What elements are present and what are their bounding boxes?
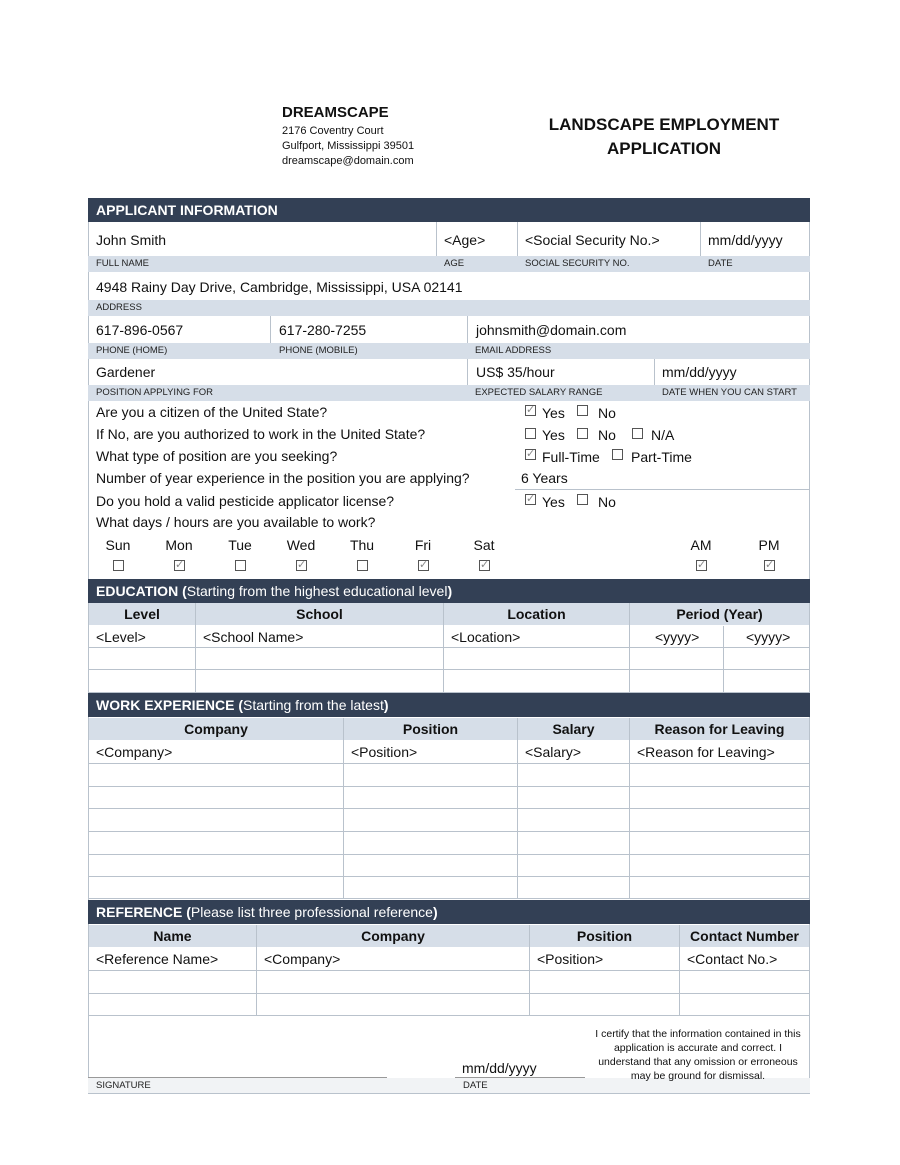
question-position-type: What type of position are you seeking? xyxy=(96,448,338,464)
citizen-yes-label: Yes xyxy=(542,405,565,421)
time-am: AM xyxy=(690,537,712,553)
company-city: Gulfport, Mississippi 39501 xyxy=(282,140,415,152)
col-line xyxy=(517,718,518,899)
work-company-field[interactable]: <Company> xyxy=(96,744,173,760)
work-reason-field[interactable]: <Reason for Leaving> xyxy=(637,744,775,760)
full-name-field[interactable]: John Smith xyxy=(96,232,167,248)
experience-field[interactable]: 6 Years xyxy=(521,470,568,486)
full-time-label: Full-Time xyxy=(542,449,600,465)
phone-mobile-label: PHONE (MOBILE) xyxy=(279,345,358,356)
authorized-no-checkbox[interactable] xyxy=(577,428,588,439)
position-label: POSITION APPLYING FOR xyxy=(96,387,214,398)
question-availability: What days / hours are you available to work? xyxy=(96,514,376,530)
check-icon: ✓ xyxy=(526,493,536,505)
edu-level-field[interactable]: <Level> xyxy=(96,629,146,645)
divider xyxy=(515,489,810,490)
am-checkbox[interactable] xyxy=(696,560,707,571)
license-yes-label: Yes xyxy=(542,494,565,510)
license-no-checkbox[interactable] xyxy=(577,494,588,505)
ref-name-field[interactable]: <Reference Name> xyxy=(96,951,219,967)
ssn-label: SOCIAL SECURITY NO. xyxy=(525,258,630,269)
col-line xyxy=(343,718,344,899)
form-title xyxy=(534,113,794,161)
date-label: DATE xyxy=(463,1080,488,1091)
citizen-no-label: No xyxy=(598,405,616,421)
full-time-checkbox[interactable] xyxy=(525,449,536,460)
sun-checkbox[interactable] xyxy=(113,560,124,571)
edu-col-period: Period (Year) xyxy=(630,603,809,625)
company-street: 2176 Coventry Court xyxy=(282,125,384,137)
signature-field[interactable] xyxy=(89,1037,386,1077)
row-line xyxy=(88,876,810,877)
edu-col-school: School xyxy=(196,603,443,625)
reference-header-title: REFERENCE ( xyxy=(96,904,191,920)
row-line xyxy=(88,647,810,648)
day-mon: Mon xyxy=(165,537,193,553)
education-header-close: ) xyxy=(447,583,453,599)
col-line xyxy=(195,603,196,692)
ref-position-field[interactable]: <Position> xyxy=(537,951,604,967)
check-icon: ✓ xyxy=(297,559,307,571)
row-line xyxy=(88,970,810,971)
full-name-label: FULL NAME xyxy=(96,258,149,269)
ref-col-name: Name xyxy=(153,928,192,944)
signature-date-field[interactable]: mm/dd/yyyy xyxy=(462,1060,537,1076)
work-header-title: WORK EXPERIENCE ( xyxy=(96,697,244,713)
form-title-line2: APPLICATION xyxy=(607,139,721,158)
check-icon: ✓ xyxy=(765,559,775,571)
divider xyxy=(700,222,701,256)
form-border-right xyxy=(809,198,810,1093)
sat-checkbox[interactable] xyxy=(479,560,490,571)
edu-col-level: Level xyxy=(89,603,195,625)
cert-line: understand that any omission or erroneous xyxy=(598,1056,798,1068)
education-section-header xyxy=(88,579,810,603)
question-citizen: Are you a citizen of the United State? xyxy=(96,404,328,420)
row-line xyxy=(88,1015,810,1016)
ssn-field[interactable]: <Social Security No.> xyxy=(525,232,660,248)
day-sat: Sat xyxy=(473,537,495,553)
email-label: EMAIL ADDRESS xyxy=(475,345,552,356)
day-wed: Wed xyxy=(286,537,316,553)
license-no-label: No xyxy=(598,494,616,510)
company-name: DREAMSCAPE xyxy=(282,104,389,121)
day-tue: Tue xyxy=(228,537,252,553)
row-line xyxy=(88,669,810,670)
day-fri: Fri xyxy=(414,537,432,553)
col-line xyxy=(443,603,444,692)
date-label: DATE xyxy=(708,258,733,269)
salary-label: EXPECTED SALARY RANGE xyxy=(475,387,603,398)
label-row-4 xyxy=(88,385,810,401)
edu-school-field[interactable]: <School Name> xyxy=(203,629,304,645)
certification-text xyxy=(588,1027,808,1083)
ref-company-field[interactable]: <Company> xyxy=(264,951,341,967)
check-icon: ✓ xyxy=(526,404,536,416)
col-line xyxy=(629,603,630,692)
divider xyxy=(436,222,437,256)
check-icon: ✓ xyxy=(697,559,707,571)
pm-checkbox[interactable] xyxy=(764,560,775,571)
col-line xyxy=(629,718,630,899)
form-title-line1: LANDSCAPE EMPLOYMENT xyxy=(548,115,780,134)
col-line xyxy=(679,925,680,1015)
reference-header-sub: Please list three professional reference xyxy=(190,904,433,920)
age-field[interactable]: <Age> xyxy=(444,232,486,248)
edu-location-field[interactable]: <Location> xyxy=(451,629,521,645)
edu-end-year-field[interactable]: <yyyy> xyxy=(746,629,791,645)
work-col-salary: Salary xyxy=(552,721,595,737)
day-thu: Thu xyxy=(349,537,375,553)
col-line xyxy=(256,925,257,1015)
citizen-yes-checkbox[interactable] xyxy=(525,405,536,416)
row-line xyxy=(88,763,810,764)
divider xyxy=(467,316,468,343)
thu-checkbox[interactable] xyxy=(357,560,368,571)
cert-line: I certify that the information contained in this xyxy=(595,1028,801,1040)
check-icon: ✓ xyxy=(526,448,536,460)
wed-checkbox[interactable] xyxy=(296,560,307,571)
row-line xyxy=(88,786,810,787)
company-email: dreamscape@domain.com xyxy=(282,155,414,167)
divider xyxy=(517,222,518,256)
salary-field[interactable]: US$ 35/hour xyxy=(476,364,555,380)
bottom-line xyxy=(88,1093,810,1094)
citizen-no-checkbox[interactable] xyxy=(577,405,588,416)
day-sun: Sun xyxy=(105,537,131,553)
row-line xyxy=(88,831,810,832)
authorized-na-label: N/A xyxy=(651,427,675,443)
label-row-1 xyxy=(88,256,810,272)
part-time-label: Part-Time xyxy=(631,449,692,465)
authorized-na-checkbox[interactable] xyxy=(632,428,643,439)
start-date-label: DATE WHEN YOU CAN START xyxy=(662,387,797,398)
address-field[interactable]: 4948 Rainy Day Drive, Cambridge, Mississippi, USA 02141 xyxy=(96,279,463,295)
divider xyxy=(467,359,468,385)
start-date-field[interactable]: mm/dd/yyyy xyxy=(662,364,737,380)
position-field[interactable]: Gardener xyxy=(96,364,156,380)
phone-mobile-field[interactable]: 617-280-7255 xyxy=(279,322,367,338)
work-header-close: ) xyxy=(383,697,389,713)
check-icon: ✓ xyxy=(480,559,490,571)
edu-start-year-field[interactable]: <yyyy> xyxy=(655,629,700,645)
row-line xyxy=(88,854,810,855)
work-col-position: Position xyxy=(402,721,459,737)
cert-line: application is accurate and correct. I xyxy=(613,1042,783,1054)
authorized-yes-checkbox[interactable] xyxy=(525,428,536,439)
applicant-section-header: APPLICANT INFORMATION xyxy=(88,198,810,222)
label-row-3 xyxy=(88,343,810,359)
work-position-field[interactable]: <Position> xyxy=(351,744,418,760)
row-line xyxy=(88,898,810,899)
work-section-header xyxy=(88,693,810,717)
question-authorized: If No, are you authorized to work in the United State? xyxy=(96,426,426,442)
col-line xyxy=(723,626,724,692)
edu-col-location: Location xyxy=(444,603,629,625)
part-time-checkbox[interactable] xyxy=(612,449,623,460)
education-header-title: EDUCATION ( xyxy=(96,583,187,599)
check-icon: ✓ xyxy=(419,559,429,571)
cert-line: may be ground for dismissal. xyxy=(630,1070,766,1082)
time-pm: PM xyxy=(758,537,780,553)
label-row-2 xyxy=(88,300,810,316)
check-icon: ✓ xyxy=(175,559,185,571)
authorized-no-label: No xyxy=(598,427,616,443)
col-line xyxy=(529,925,530,1015)
phone-home-field[interactable]: 617-896-0567 xyxy=(96,322,184,338)
row-line xyxy=(88,808,810,809)
tue-checkbox[interactable] xyxy=(235,560,246,571)
date-field[interactable]: mm/dd/yyyy xyxy=(708,232,783,248)
age-label: AGE xyxy=(444,258,465,269)
fri-checkbox[interactable] xyxy=(418,560,429,571)
work-salary-field[interactable]: <Salary> xyxy=(525,744,582,760)
email-field[interactable]: johnsmith@domain.com xyxy=(476,322,627,338)
education-header-sub: Starting from the highest educational level xyxy=(186,583,448,599)
reference-section-header xyxy=(88,900,810,924)
work-col-company: Company xyxy=(184,721,248,737)
ref-contact-field[interactable]: <Contact No.> xyxy=(687,951,778,967)
license-yes-checkbox[interactable] xyxy=(525,494,536,505)
mon-checkbox[interactable] xyxy=(174,560,185,571)
question-experience: Number of year experience in the position you are applying? xyxy=(96,470,470,486)
work-col-reason: Reason for Leaving xyxy=(654,721,785,737)
divider xyxy=(654,359,655,385)
phone-home-label: PHONE (HOME) xyxy=(96,345,168,356)
ref-col-company: Company xyxy=(361,928,425,944)
question-license: Do you hold a valid pesticide applicator license? xyxy=(96,493,395,509)
row-line xyxy=(88,993,810,994)
signature-label: SIGNATURE xyxy=(96,1080,151,1091)
address-label: ADDRESS xyxy=(96,302,142,313)
authorized-yes-label: Yes xyxy=(542,427,565,443)
ref-col-contact: Contact Number xyxy=(690,928,799,944)
work-header-sub: Starting from the latest xyxy=(243,697,384,713)
ref-col-position: Position xyxy=(576,928,633,944)
reference-header-close: ) xyxy=(432,904,438,920)
divider xyxy=(270,316,271,343)
